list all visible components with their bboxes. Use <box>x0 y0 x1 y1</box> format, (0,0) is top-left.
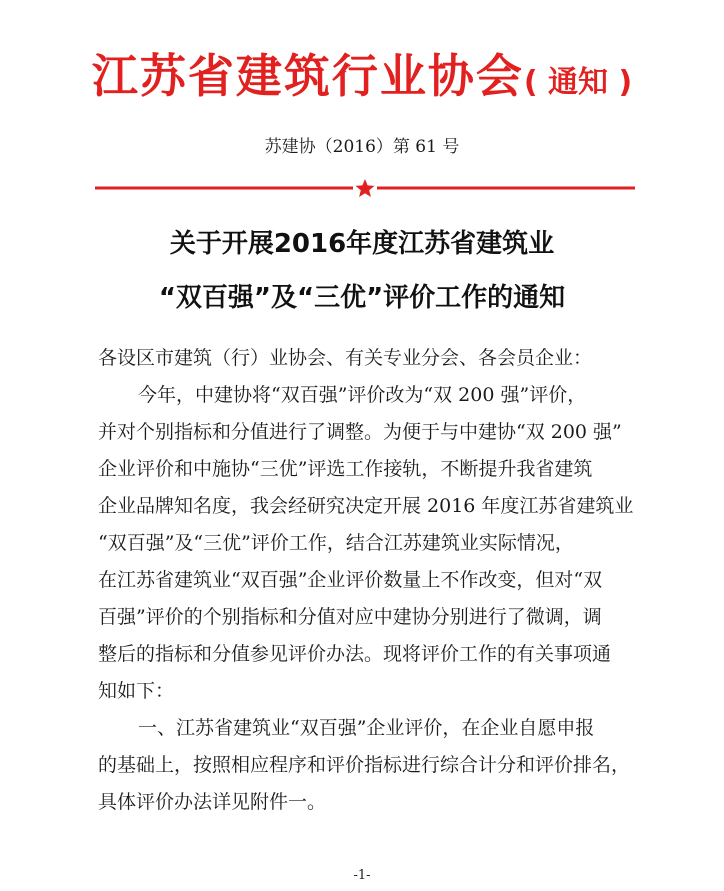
paragraph-line: 企业评价和中施协“三优”评选工作接轨，不断提升我省建筑 <box>98 458 593 480</box>
paragraph-line: 知如下： <box>98 680 175 702</box>
paragraph-line: 百强”评价的个别指标和分值对应中建协分别进行了微调，调 <box>98 606 602 628</box>
red-divider <box>95 178 635 198</box>
paragraph-line: 整后的指标和分值参见评价办法。现将评价工作的有关事项通 <box>98 643 612 665</box>
paragraph-line: “双百强”及“三优”评价工作，结合江苏建筑业实际情况， <box>98 532 574 554</box>
paragraph-line: 企业品牌知名度，我会经研究决定开展 2016 年度江苏省建筑业 <box>98 495 634 517</box>
document-number: 苏建协（2016）第 61 号 <box>264 137 460 157</box>
star-icon <box>356 179 375 197</box>
paragraph-line: 在江苏省建筑业“双百强”企业评价数量上不作改变，但对“双 <box>98 569 603 591</box>
paragraph-line: 并对个别指标和分值进行了调整。为便于与中建协“双 200 强” <box>98 421 622 443</box>
page-number: -1- <box>353 868 371 883</box>
title-line-2: “双百强”及“三优”评价工作的通知 <box>158 283 566 313</box>
letterhead <box>0 40 724 106</box>
paragraph-line: 的基础上，按照相应程序和评价指标进行综合计分和评价排名， <box>98 754 631 776</box>
organization-name: 江苏省建筑行业协会 <box>91 49 524 103</box>
document-type-label: ( 通知 ) <box>523 65 633 100</box>
paragraph-line: 今年，中建协将“双百强”评价改为“双 200 强”评价， <box>138 384 587 406</box>
salutation: 各设区市建筑（行）业协会、有关专业分会、各会员企业： <box>98 347 593 369</box>
paragraph-line: 具体评价办法详见附件一。 <box>98 791 327 813</box>
title-line-1: 关于开展2016年度江苏省建筑业 <box>169 229 555 259</box>
paragraph-line: 一、江苏省建筑业“双百强”企业评价，在企业自愿申报 <box>138 717 595 739</box>
notice-body <box>98 340 646 821</box>
